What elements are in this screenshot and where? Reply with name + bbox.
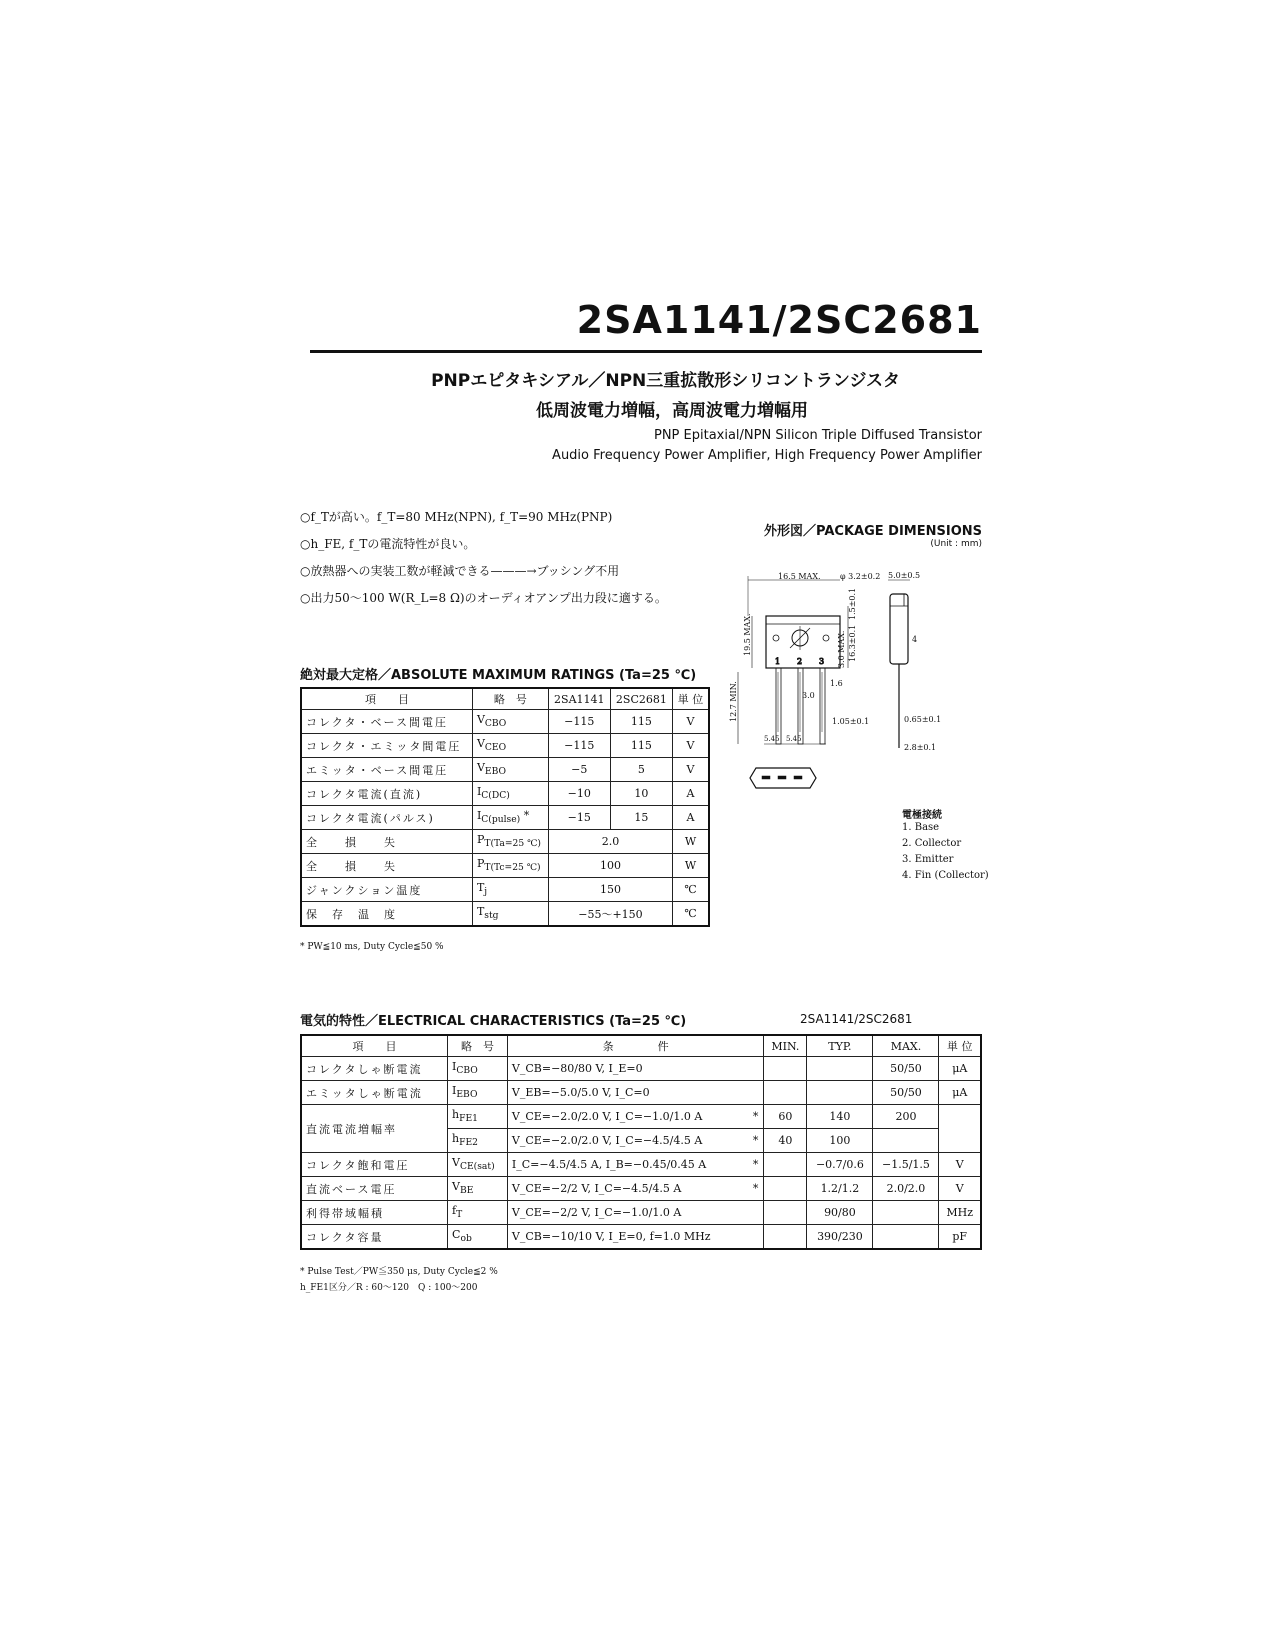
value-cell: 150 [548,878,672,902]
unit-cell: V [673,734,709,758]
condition-cell: V_EB=−5.0/5.0 V, I_C=0 [507,1081,747,1105]
typ-cell: 140 [807,1105,873,1129]
symbol-cell: $V_{CE(sat)}$ [448,1153,508,1177]
min-cell [764,1081,807,1105]
symbol-cell: $P_{T(Ta=25 ℃)}$ [472,830,548,854]
max-cell: −1.5/1.5 [873,1153,939,1177]
col-header: MAX. [873,1035,939,1057]
min-cell [764,1201,807,1225]
symbol-cell: $I_{EBO}$ [448,1081,508,1105]
dim-lead-width: 1.05±0.1 [832,717,870,726]
item-cell: コレクタ容量 [301,1225,448,1250]
value-cell: −15 [548,806,610,830]
col-header: 2SA1141 [548,688,610,710]
symbol-cell: $I_{C(DC)}$ [472,782,548,806]
item-cell: 利得帯域幅積 [301,1201,448,1225]
dim-thickness: 5.0±0.5 [888,571,921,580]
package-unit: (Unit : mm) [930,539,982,549]
item-cell: 直流電流増幅率 [301,1105,448,1153]
max-cell: 200 [873,1105,939,1129]
col-header: 略 号 [448,1035,508,1057]
symbol-cell: $P_{T(Tc=25 ℃)}$ [472,854,548,878]
item-cell: 直流ベース電圧 [301,1177,448,1201]
unit-cell: V [939,1153,981,1177]
symbol-cell: $I_{CBO}$ [448,1057,508,1081]
symbol-cell: $V_{CEO}$ [472,734,548,758]
typ-cell: −0.7/0.6 [807,1153,873,1177]
value-cell: −115 [548,734,610,758]
dim-lead-thickness: 0.65±0.1 [904,715,942,724]
unit-cell [939,1105,981,1153]
feature-line: ○出力50～100 W(R_L=8 Ω)のオーディオアンプ出力段に適する。 [300,591,667,605]
table-row [301,1225,981,1250]
max-cell [873,1129,939,1153]
table-header-row [301,688,709,710]
dim-lead-pitch-a: 5.45 [764,735,780,743]
value-cell: −10 [548,782,610,806]
condition-cell: V_CE=−2.0/2.0 V, I_C=−1.0/1.0 A [507,1105,747,1129]
symbol-cell: $h_{FE1}$ [448,1105,508,1129]
dim-foot: 2.8±0.1 [904,743,937,752]
mark-cell [748,1201,764,1225]
col-header: TYP. [807,1035,873,1057]
min-cell [764,1153,807,1177]
dim-tab: 1.5±0.1 [848,587,857,620]
typ-cell: 1.2/1.2 [807,1177,873,1201]
dim-body: 3.0 MAX. [837,630,846,668]
dim-lead-gap: 1.6 [830,679,843,688]
table-row [301,830,709,854]
feature-line: ○f_Tが高い。f_T=80 MHz(NPN), f_T=90 MHz(PNP) [300,510,613,524]
symbol-cell: $f_T$ [448,1201,508,1225]
feature-line: ○放熱器への実装工数が軽減できる———→ブッシング不用 [300,564,620,578]
symbol-cell: $C_{ob}$ [448,1225,508,1250]
symbol-cell: $T_{stg}$ [472,902,548,927]
elec-footnote-hfe-class: h_FE1区分／R : 60～120 Q : 100～200 [300,1283,478,1293]
max-cell: 2.0/2.0 [873,1177,939,1201]
item-cell: コレクタしゃ断電流 [301,1057,448,1081]
dim-side: 4 [912,635,918,644]
lead-2 [798,668,803,744]
feature-line: ○h_FE, f_Tの電流特性が良い。 [300,537,476,551]
table-row [301,902,709,927]
item-cell: コレクタ・ベース間電圧 [301,710,472,734]
item-cell: エミッタしゃ断電流 [301,1081,448,1105]
unit-cell: W [673,854,709,878]
max-cell: 50/50 [873,1081,939,1105]
unit-cell: A [673,782,709,806]
mark-cell [748,1225,764,1250]
dim-width: 16.5 MAX. [778,572,821,581]
subtitle-jp-2: 低周波電力増幅，高周波電力増幅用 [536,401,808,421]
item-cell: 全 損 失 [301,830,472,854]
table-row [301,806,709,830]
pin-label: 1. Base [902,822,940,833]
col-header: 条 件 [507,1035,764,1057]
lead-1 [776,668,781,744]
table-row [301,1153,981,1177]
typ-cell [807,1081,873,1105]
unit-cell: ℃ [673,902,709,927]
table-row [301,782,709,806]
unit-cell: μA [939,1057,981,1081]
mark-cell [748,1057,764,1081]
item-cell: コレクタ・エミッタ間電圧 [301,734,472,758]
table-row [301,734,709,758]
subtitle-en-1: PNP Epitaxial/NPN Silicon Triple Diffused Transistor [653,428,982,443]
typ-cell: 390/230 [807,1225,873,1250]
table-header-row [301,1035,981,1057]
min-cell: 40 [764,1129,807,1153]
item-cell: コレクタ電流(パルス) [301,806,472,830]
max-cell [873,1225,939,1250]
part-number-title: 2SA1141/2SC2681 [576,298,982,342]
table-row [301,1105,981,1129]
table-row [301,758,709,782]
value-cell: 15 [610,806,672,830]
col-header: 単 位 [939,1035,981,1057]
value-cell: 115 [610,710,672,734]
title-divider [310,350,982,353]
value-cell: 115 [610,734,672,758]
dim-height: 19.5 MAX. [743,613,752,656]
condition-cell: V_CB=−80/80 V, I_E=0 [507,1057,747,1081]
unit-cell: V [939,1177,981,1201]
value-cell: −115 [548,710,610,734]
col-header: 項 目 [301,1035,448,1057]
col-header: 項 目 [301,688,472,710]
value-cell: −5 [548,758,610,782]
pin-number-3: 3 [819,657,825,666]
unit-cell: W [673,830,709,854]
unit-cell: ℃ [673,878,709,902]
condition-cell: I_C=−4.5/4.5 A, I_B=−0.45/0.45 A [507,1153,747,1177]
pin-number-2: 2 [797,657,803,666]
value-cell: −55～+150 [548,902,672,927]
col-header: 略 号 [472,688,548,710]
dim-lead-length: 12.7 MIN. [729,681,738,722]
min-cell [764,1225,807,1250]
unit-cell: μA [939,1081,981,1105]
dim-pitch: 3.0 [802,691,815,700]
abs-max-footnote: * PW≦10 ms, Duty Cycle≦50 % [300,942,444,952]
unit-cell: pF [939,1225,981,1250]
elec-char-table [300,1034,982,1250]
symbol-cell: $V_{EBO}$ [472,758,548,782]
dim-lead-pitch-b: 5.45 [786,735,802,743]
table-row [301,1201,981,1225]
symbol-cell: $I_{C(pulse)}$ * [472,806,548,830]
min-cell [764,1177,807,1201]
pin-label: 4. Fin (Collector) [902,870,989,881]
col-header: 単 位 [673,688,709,710]
subtitle-en-2: Audio Frequency Power Amplifier, High Frequency Power Amplifier [552,448,982,463]
value-cell: 100 [548,854,672,878]
symbol-cell: $V_{CBO}$ [472,710,548,734]
mark-cell [748,1081,764,1105]
dim-hole: φ 3.2±0.2 [840,572,881,581]
abs-max-table [300,687,710,927]
item-cell: コレクタ電流(直流) [301,782,472,806]
table-row [301,878,709,902]
mark-cell: * [748,1105,764,1129]
item-cell: コレクタ飽和電圧 [301,1153,448,1177]
col-header: MIN. [764,1035,807,1057]
unit-cell: A [673,806,709,830]
package-drawing [729,571,982,800]
item-cell: エミッタ・ベース間電圧 [301,758,472,782]
dim-tab-height: 16.3±0.1 [848,624,857,662]
item-cell: ジャンクション温度 [301,878,472,902]
table-row [301,1057,981,1081]
package-side-view [890,594,908,664]
value-cell: 2.0 [548,830,672,854]
min-cell: 60 [764,1105,807,1129]
pin-label: 3. Emitter [902,854,954,865]
typ-cell: 100 [807,1129,873,1153]
pin-label: 2. Collector [902,838,962,849]
item-cell: 全 損 失 [301,854,472,878]
typ-cell: 90/80 [807,1201,873,1225]
max-cell: 50/50 [873,1057,939,1081]
min-cell [764,1057,807,1081]
table-row [301,710,709,734]
elec-char-title: 電気的特性／ELECTRICAL CHARACTERISTICS (Ta=25 ℃) [300,1014,687,1029]
unit-cell: V [673,758,709,782]
col-header: 2SC2681 [610,688,672,710]
value-cell: 10 [610,782,672,806]
condition-cell: V_CE=−2/2 V, I_C=−1.0/1.0 A [507,1201,747,1225]
pin-number-1: 1 [775,657,781,666]
subtitle-jp-1: PNPエピタキシアル／NPN三重拡散形シリコントランジスタ [431,371,900,391]
condition-cell: V_CB=−10/10 V, I_E=0, f=1.0 MHz [507,1225,747,1250]
mark-cell: * [748,1177,764,1201]
pin-connection-title: 電極接続 [902,810,942,821]
symbol-cell: $h_{FE2}$ [448,1129,508,1153]
condition-cell: V_CE=−2/2 V, I_C=−4.5/4.5 A [507,1177,747,1201]
max-cell [873,1201,939,1225]
elec-part-number: 2SA1141/2SC2681 [800,1012,913,1026]
table-row [301,1081,981,1105]
table-row [301,1177,981,1201]
abs-max-title: 絶対最大定格／ABSOLUTE MAXIMUM RATINGS (Ta=25 ℃) [300,668,697,683]
condition-cell: V_CE=−2.0/2.0 V, I_C=−4.5/4.5 A [507,1129,747,1153]
package-dimensions-title: 外形図／PACKAGE DIMENSIONS [764,524,982,539]
mark-cell: * [748,1129,764,1153]
pulse-mark: * [523,809,530,823]
unit-cell: V [673,710,709,734]
value-cell: 5 [610,758,672,782]
table-row [301,854,709,878]
symbol-cell: $V_{BE}$ [448,1177,508,1201]
elec-footnote-pulse: * Pulse Test／PW≦350 μs, Duty Cycle≦2 % [300,1267,498,1277]
lead-3 [820,668,825,744]
unit-cell: MHz [939,1201,981,1225]
typ-cell [807,1057,873,1081]
mark-cell: * [748,1153,764,1177]
symbol-cell: $T_j$ [472,878,548,902]
item-cell: 保 存 温 度 [301,902,472,927]
